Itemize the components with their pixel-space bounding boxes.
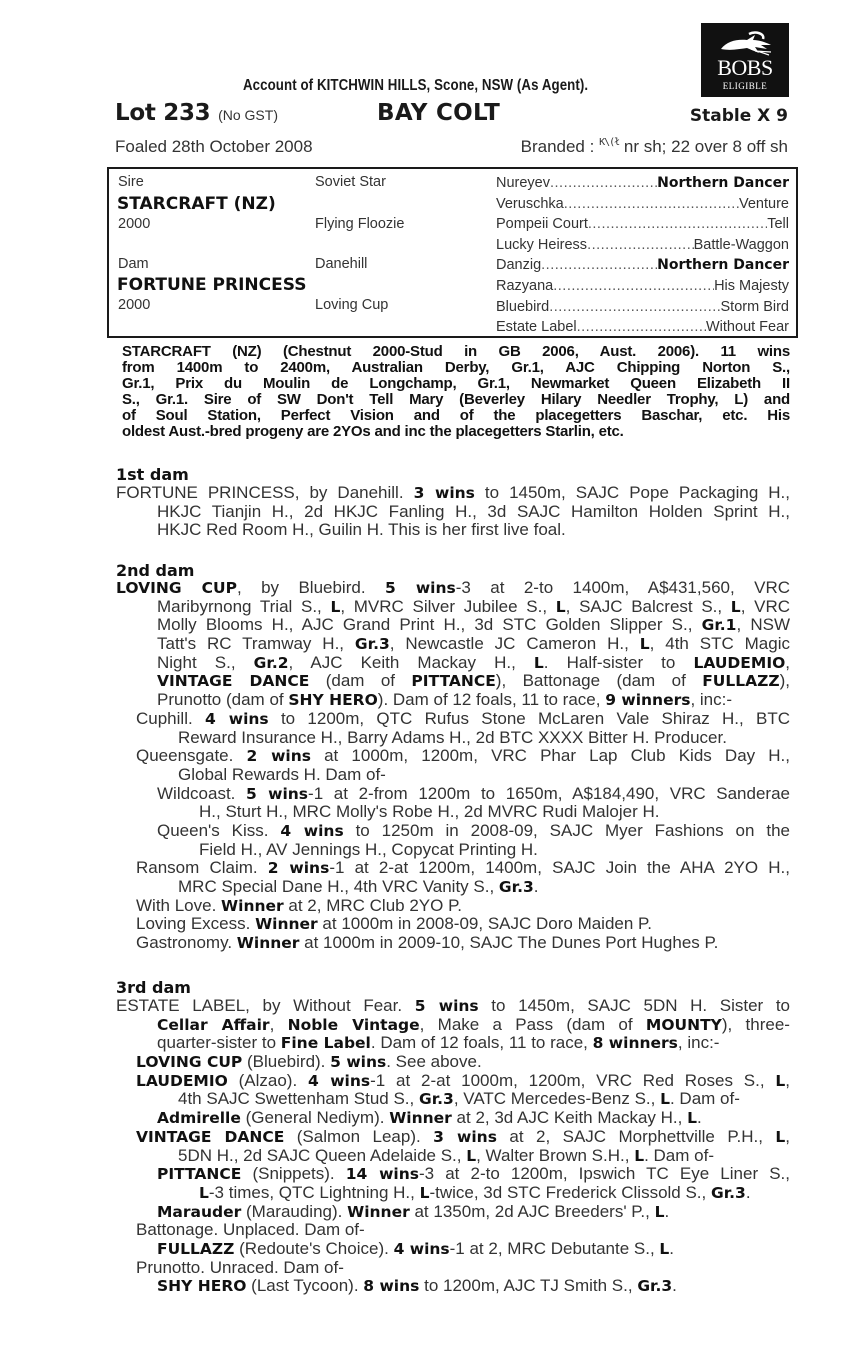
highlight-text: Gr.3	[498, 878, 534, 896]
body-text: -1 at 2-at 1200m, 1400m, SAJC Join the AHA 2YO H.,	[329, 858, 790, 878]
gen3-horse: Nureyev	[496, 175, 550, 191]
highlight-text: 5 wins	[330, 1053, 387, 1072]
dam-year: 2000	[118, 297, 151, 313]
highlight-text: L	[419, 1183, 430, 1202]
highlight-text: PITTANCE	[411, 672, 496, 691]
gen3-sire: Northern Dancer	[657, 257, 789, 274]
family-line	[178, 878, 790, 897]
body-text: at 1000m in 2008-09, SAJC Doro Maiden P.	[317, 914, 652, 934]
body-text: Prunotto (dam of	[157, 690, 289, 710]
highlight-text: L	[660, 1090, 670, 1109]
highlight-text: Gr.3	[354, 635, 390, 654]
logo-subtitle: ELIGIBLE	[722, 81, 768, 91]
sire-summary	[122, 344, 790, 440]
logo-title: BOBS	[717, 55, 773, 80]
highlight-text: LAUDEMIO	[136, 1071, 228, 1090]
family-line	[157, 654, 790, 673]
family-line	[178, 1090, 790, 1109]
body-text: , VRC	[740, 596, 790, 616]
highlight-text: Winner	[347, 1202, 410, 1221]
body-text: -twice, 3d STC Frederick Clissold S.,	[429, 1182, 711, 1202]
body-text: to 1450m, SAJC Pope Packaging H.,	[474, 483, 790, 502]
highlight-text: 14 wins	[345, 1165, 419, 1184]
dam-name: FORTUNE PRINCESS	[117, 275, 307, 295]
body-text: Cuphill.	[136, 708, 205, 728]
highlight-text: FULLAZZ	[702, 672, 780, 691]
leader-dots	[553, 277, 714, 295]
body-text: Queensgate.	[136, 746, 247, 766]
body-text: to 1250m in 2008-09, SAJC Myer Fashions on the	[343, 820, 790, 840]
body-text: -1 at 2, MRC Debutante S.,	[449, 1238, 660, 1258]
gen2-sire-sire: Soviet Star	[315, 174, 386, 190]
dam-label: Dam	[118, 256, 149, 272]
gst-note: (No GST)	[218, 107, 278, 123]
gen3-row	[496, 298, 789, 316]
highlight-text: PITTANCE	[157, 1165, 242, 1184]
highlight-text: 4 wins	[280, 821, 344, 840]
body-text: -1 at 2-from 1200m to 1650m, A$184,490, VRC Sanderae	[308, 783, 790, 803]
body-text: ), three-	[721, 1014, 790, 1034]
highlight-text: L	[466, 1146, 477, 1165]
gen3-sire: Tell	[767, 216, 789, 233]
highlight-text: L	[775, 1071, 786, 1090]
highlight-text: L	[330, 597, 341, 616]
body-text: , inc:-	[677, 1033, 720, 1053]
gen3-sire: Northern Dancer	[657, 175, 789, 191]
body-text: to 1200m, AJC TJ Smith S.,	[419, 1276, 638, 1296]
body-text: to 1200m, QTC Rufus Stone McLaren Vale Shiraz H., BTC	[268, 708, 791, 728]
highlight-text: L	[775, 1127, 786, 1146]
body-text: at 2, 3d AJC Keith Mackay H.,	[451, 1108, 688, 1128]
family-line	[136, 859, 790, 878]
body-text: (dam of	[309, 671, 412, 691]
family-line	[157, 1277, 790, 1296]
body-text: ESTATE LABEL, by Without Fear.	[116, 996, 415, 1015]
family-line	[116, 484, 790, 503]
gen3-horse: Estate Label	[496, 319, 577, 336]
highlight-text: SHY HERO	[288, 691, 378, 710]
family-line	[157, 598, 790, 617]
body-text: ,	[785, 1070, 790, 1090]
highlight-text: L	[659, 1239, 670, 1258]
body-text: , AJC Keith Mackay H.,	[288, 652, 534, 672]
pedigree-table	[107, 167, 798, 338]
lot-number	[115, 100, 278, 126]
stable-location: Stable X 9	[689, 106, 788, 126]
gen3-row	[496, 236, 789, 254]
family-line	[136, 1221, 790, 1240]
family-line	[136, 897, 790, 916]
body-text: , inc:-	[690, 690, 733, 710]
gen3-row	[496, 215, 789, 233]
family-line	[136, 1072, 790, 1091]
highlight-text: 2 wins	[267, 859, 330, 878]
highlight-text: L	[687, 1109, 697, 1128]
body-text: -3 at 2-to 1400m, A$431,560, VRC	[455, 578, 790, 597]
body-text: Reward Insurance H., Barry Adams H., 2d BTC XXXX Bitter H. Producer.	[178, 727, 727, 747]
gen2-dam-dam: Loving Cup	[315, 297, 389, 313]
highlight-text: Gr.3	[710, 1183, 746, 1202]
family-line	[178, 729, 790, 748]
highlight-text: MOUNTY	[645, 1015, 722, 1034]
body-text: at 1000m, 1200m, VRC Phar Lap Club Kids Day H.,	[310, 746, 790, 766]
leader-dots	[587, 236, 694, 254]
family-paragraph	[116, 997, 790, 1296]
branded-prefix: Branded :	[520, 137, 600, 156]
gen3-horse: Pompeii Court	[496, 216, 588, 233]
family-line	[157, 1165, 790, 1184]
family-line	[157, 616, 790, 635]
highlight-text: Gr.2	[253, 653, 289, 672]
body-text: (Marauding).	[241, 1201, 348, 1221]
highlight-text: LOVING CUP	[116, 579, 237, 597]
gen3-sire: Venture	[739, 195, 789, 212]
body-text: , MVRC Silver Jubilee S.,	[340, 596, 556, 616]
body-text: Prunotto. Unraced. Dam of-	[136, 1257, 344, 1277]
body-text: , Make a Pass (dam of	[419, 1014, 646, 1034]
family-line	[136, 747, 790, 766]
body-text: at 2, SAJC Morphettville P.H.,	[496, 1126, 776, 1146]
family-line	[157, 1109, 790, 1128]
branded-suffix: nr sh; 22 over 8 off sh	[619, 137, 788, 156]
highlight-text: 5 wins	[414, 997, 479, 1015]
highlight-text: L	[199, 1183, 209, 1202]
body-text: .	[697, 1108, 702, 1128]
body-text: quarter-sister to	[157, 1033, 281, 1053]
body-text: (Salmon Leap).	[284, 1126, 434, 1146]
body-text: at 1350m, 2d AJC Breeders' P.,	[409, 1201, 655, 1221]
horse-description: BAY COLT	[377, 100, 501, 126]
highlight-text: SHY HERO	[157, 1277, 247, 1296]
body-text: FORTUNE PRINCESS, by Danehill.	[116, 483, 414, 502]
family-line	[157, 672, 790, 691]
body-text: ). Dam of 12 foals, 11 to race,	[377, 690, 606, 710]
body-text: , NSW	[736, 615, 791, 635]
highlight-text: Noble Vintage	[287, 1015, 420, 1034]
body-text: . Half-sister to	[543, 652, 694, 672]
body-text: (Last Tycoon).	[246, 1276, 364, 1296]
gen3-row	[496, 318, 789, 336]
gen2-dam-sire: Danehill	[315, 256, 368, 272]
section-heading: 2nd dam	[116, 561, 195, 580]
highlight-text: 8 winners	[592, 1034, 678, 1053]
family-line	[178, 1147, 790, 1166]
bobs-eligible-logo	[701, 23, 789, 97]
family-line	[157, 1034, 790, 1053]
gen3-sire: Battle-Waggon	[693, 236, 789, 253]
body-text: 5DN H., 2d SAJC Queen Adelaide S.,	[178, 1145, 467, 1165]
body-text: . Dam of-	[644, 1145, 714, 1165]
highlight-text: 9 winners	[605, 691, 691, 710]
body-text: Queen's Kiss.	[157, 820, 281, 840]
section-heading: 1st dam	[116, 465, 189, 484]
body-text: , by Bluebird.	[236, 578, 385, 597]
body-text: (Redoute's Choice).	[234, 1238, 394, 1258]
body-text: H., Sturt H., MRC Molly's Robe H., 2d MVRC Rudi Malojer H.	[199, 802, 660, 822]
body-text: Night S.,	[157, 652, 254, 672]
body-text: .	[533, 877, 539, 896]
body-text: to 1450m, SAJC 5DN H. Sister to	[478, 996, 790, 1015]
body-text: HKJC Tianjin H., 2d HKJC Fanling H., 3d SAJC Hamilton Holden Sprint H.,	[157, 501, 790, 521]
highlight-text: Marauder	[157, 1202, 242, 1221]
family-line	[199, 803, 790, 822]
family-line	[116, 997, 790, 1016]
body-text: With Love.	[136, 895, 222, 915]
sire-summary-line: STARCRAFT (NZ) (Chestnut 2000-Stud in GB 2006, Aust. 2006). 11 wins	[122, 343, 790, 360]
body-text: .	[745, 1182, 751, 1202]
family-line	[199, 1184, 790, 1203]
family-line	[136, 710, 790, 729]
family-line	[178, 766, 790, 785]
family-line	[157, 785, 790, 804]
body-text: at 2, MRC Club 2YO P.	[283, 895, 462, 915]
leader-dots	[541, 256, 657, 274]
body-text: , VATC Mercedes-Benz S.,	[453, 1089, 661, 1109]
leader-dots	[588, 215, 767, 233]
highlight-text: 5 wins	[384, 579, 456, 597]
gen3-horse: Bluebird	[496, 298, 550, 315]
highlight-text: Winner	[221, 896, 284, 915]
body-text: -3 times, QTC Lightning H.,	[208, 1182, 420, 1202]
body-text: Global Rewards H. Dam of-	[178, 764, 386, 784]
highlight-text: L	[533, 653, 544, 672]
gen3-horse: Danzig	[496, 257, 542, 274]
family-paragraph	[116, 484, 790, 540]
gen3-row	[496, 277, 789, 295]
brand-mark-icon: K\(ł	[599, 137, 620, 148]
sire-label: Sire	[118, 174, 144, 190]
family-line	[136, 1053, 790, 1072]
body-text: (Snippets).	[241, 1164, 346, 1184]
leader-dots	[564, 195, 739, 213]
body-text: (Bluebird).	[242, 1052, 331, 1072]
highlight-text: 4 wins	[393, 1239, 450, 1258]
sire-year: 2000	[118, 216, 151, 232]
brand-info	[521, 137, 788, 157]
highlight-text: L	[654, 1202, 665, 1221]
family-line	[136, 1259, 790, 1278]
body-text: Maribyrnong Trial S.,	[157, 596, 331, 616]
family-line	[157, 1240, 790, 1259]
highlight-text: 3 wins	[413, 484, 475, 502]
gen3-row	[496, 195, 789, 213]
family-line	[136, 1128, 790, 1147]
family-line	[157, 691, 790, 710]
body-text: (General Nediym).	[240, 1108, 390, 1128]
gen3-sire: Without Fear	[706, 319, 789, 336]
family-line	[157, 635, 790, 654]
highlight-text: 5 wins	[246, 784, 309, 803]
horse-head-icon	[715, 31, 775, 57]
leader-dots	[550, 174, 657, 192]
family-line	[199, 841, 790, 860]
body-text: Tatt's RC Tramway H.,	[157, 634, 355, 654]
highlight-text: L	[634, 1146, 645, 1165]
gen2-sire-dam: Flying Floozie	[315, 216, 405, 232]
body-text: Field H., AV Jennings H., Copycat Printing H.	[199, 839, 538, 859]
sire-summary-line: of Soul Station, Perfect Vision and of the placegetters Baschar, etc. His	[122, 407, 790, 424]
section-heading: 3rd dam	[116, 978, 191, 997]
highlight-text: FULLAZZ	[157, 1239, 235, 1258]
sire-summary-line: S., Gr.1. Sire of SW Don't Tell Mary (Beverley Hilary Needler Trophy, L) and	[122, 391, 790, 408]
body-text: 4th SAJC Swettenham Stud S.,	[178, 1089, 419, 1109]
highlight-text: Gr.3	[418, 1090, 454, 1109]
body-text: Battonage. Unplaced. Dam of-	[136, 1220, 365, 1240]
body-text: , Newcastle JC Cameron H.,	[389, 634, 640, 654]
family-paragraph	[116, 579, 790, 953]
highlight-text: Winner	[236, 934, 300, 953]
body-text: ),	[779, 671, 790, 691]
family-line	[157, 503, 790, 522]
sire-name: STARCRAFT (NZ)	[117, 194, 276, 214]
highlight-text: VINTAGE DANCE	[157, 672, 310, 691]
family-line	[116, 579, 790, 598]
highlight-text: L	[639, 635, 650, 654]
body-text: MRC Special Dane H., 4th VRC Vanity S.,	[178, 877, 499, 896]
highlight-text: LOVING CUP	[136, 1053, 243, 1072]
body-text: (Alzao).	[227, 1070, 308, 1090]
highlight-text: 3 wins	[433, 1127, 497, 1146]
highlight-text: L	[730, 597, 741, 616]
family-line	[136, 934, 790, 953]
family-line	[157, 1016, 790, 1035]
highlight-text: Winner	[255, 915, 318, 934]
highlight-text: 4 wins	[307, 1071, 371, 1090]
body-text: .	[664, 1201, 670, 1221]
body-text: .	[672, 1276, 677, 1296]
gen3-sire: Storm Bird	[720, 298, 789, 315]
vendor-account: Account of KITCHWIN HILLS, Scone, NSW (As Agent).	[243, 77, 589, 94]
highlight-text: VINTAGE DANCE	[136, 1127, 285, 1146]
body-text: at 1000m in 2009-10, SAJC The Dunes Port Hughes P.	[299, 933, 719, 953]
body-text: Loving Excess.	[136, 914, 256, 934]
sire-summary-line: oldest Aust.-bred progeny are 2YOs and inc the placegetters Starlin, etc.	[122, 423, 624, 440]
body-text: . Dam of-	[669, 1089, 740, 1109]
family-line	[157, 822, 790, 841]
body-text: ), Battonage (dam of	[495, 671, 703, 691]
highlight-text: L	[555, 597, 566, 616]
highlight-text: 4 wins	[205, 709, 269, 728]
gen3-sire: His Majesty	[714, 278, 789, 294]
highlight-text: Cellar Affair	[157, 1015, 270, 1034]
family-line	[157, 521, 790, 540]
body-text: , 4th STC Magic	[649, 634, 790, 654]
body-text: .	[669, 1238, 675, 1258]
lot-label: Lot 233	[115, 100, 211, 126]
highlight-text: Gr.3	[637, 1277, 673, 1296]
body-text: , SAJC Balcrest S.,	[565, 596, 731, 616]
body-text: Molly Blooms H., AJC Grand Print H., 3d STC Golden Slipper S.,	[157, 615, 702, 635]
highlight-text: Fine Label	[280, 1034, 371, 1053]
highlight-text: Admirelle	[157, 1109, 241, 1128]
body-text: ,	[269, 1014, 288, 1034]
body-text: Gastronomy.	[136, 933, 237, 953]
sire-summary-line: from 1400m to 2400m, Australian Derby, Gr.1, AJC Chipping Norton S.,	[122, 359, 790, 376]
body-text: . See above.	[386, 1052, 482, 1072]
gen3-row	[496, 174, 789, 192]
body-text: -1 at 2-at 1000m, 1200m, VRC Red Roses S.,	[370, 1070, 776, 1090]
highlight-text: 2 wins	[246, 747, 311, 766]
body-text: Wildcoast.	[157, 783, 247, 803]
foaled-date: Foaled 28th October 2008	[115, 137, 313, 156]
leader-dots	[577, 318, 706, 336]
body-text: ,	[785, 652, 790, 672]
body-text: . Dam of 12 foals, 11 to race,	[370, 1033, 593, 1053]
gen3-horse: Lucky Heiress	[496, 236, 588, 253]
body-text: , Walter Brown S.H.,	[476, 1145, 635, 1165]
body-text: Ransom Claim.	[136, 858, 268, 878]
gen3-horse: Veruschka	[496, 195, 564, 212]
gen3-horse: Razyana	[496, 278, 554, 294]
gen3-row	[496, 256, 789, 274]
highlight-text: Winner	[389, 1109, 452, 1128]
highlight-text: Gr.1	[701, 616, 737, 635]
body-text: ,	[785, 1126, 790, 1146]
highlight-text: LAUDEMIO	[693, 653, 786, 672]
family-line	[157, 1203, 790, 1222]
sire-summary-line: Gr.1, Prix du Moulin de Longchamp, Gr.1, Newmarket Queen Elizabeth II	[122, 375, 790, 392]
leader-dots	[549, 298, 720, 316]
highlight-text: 8 wins	[363, 1277, 420, 1296]
family-line	[136, 915, 790, 934]
body-text: -3 at 2-to 1200m, Ipswich TC Eye Liner S.,	[419, 1164, 790, 1184]
body-text: HKJC Red Room H., Guilin H. This is her first live foal.	[157, 520, 566, 540]
